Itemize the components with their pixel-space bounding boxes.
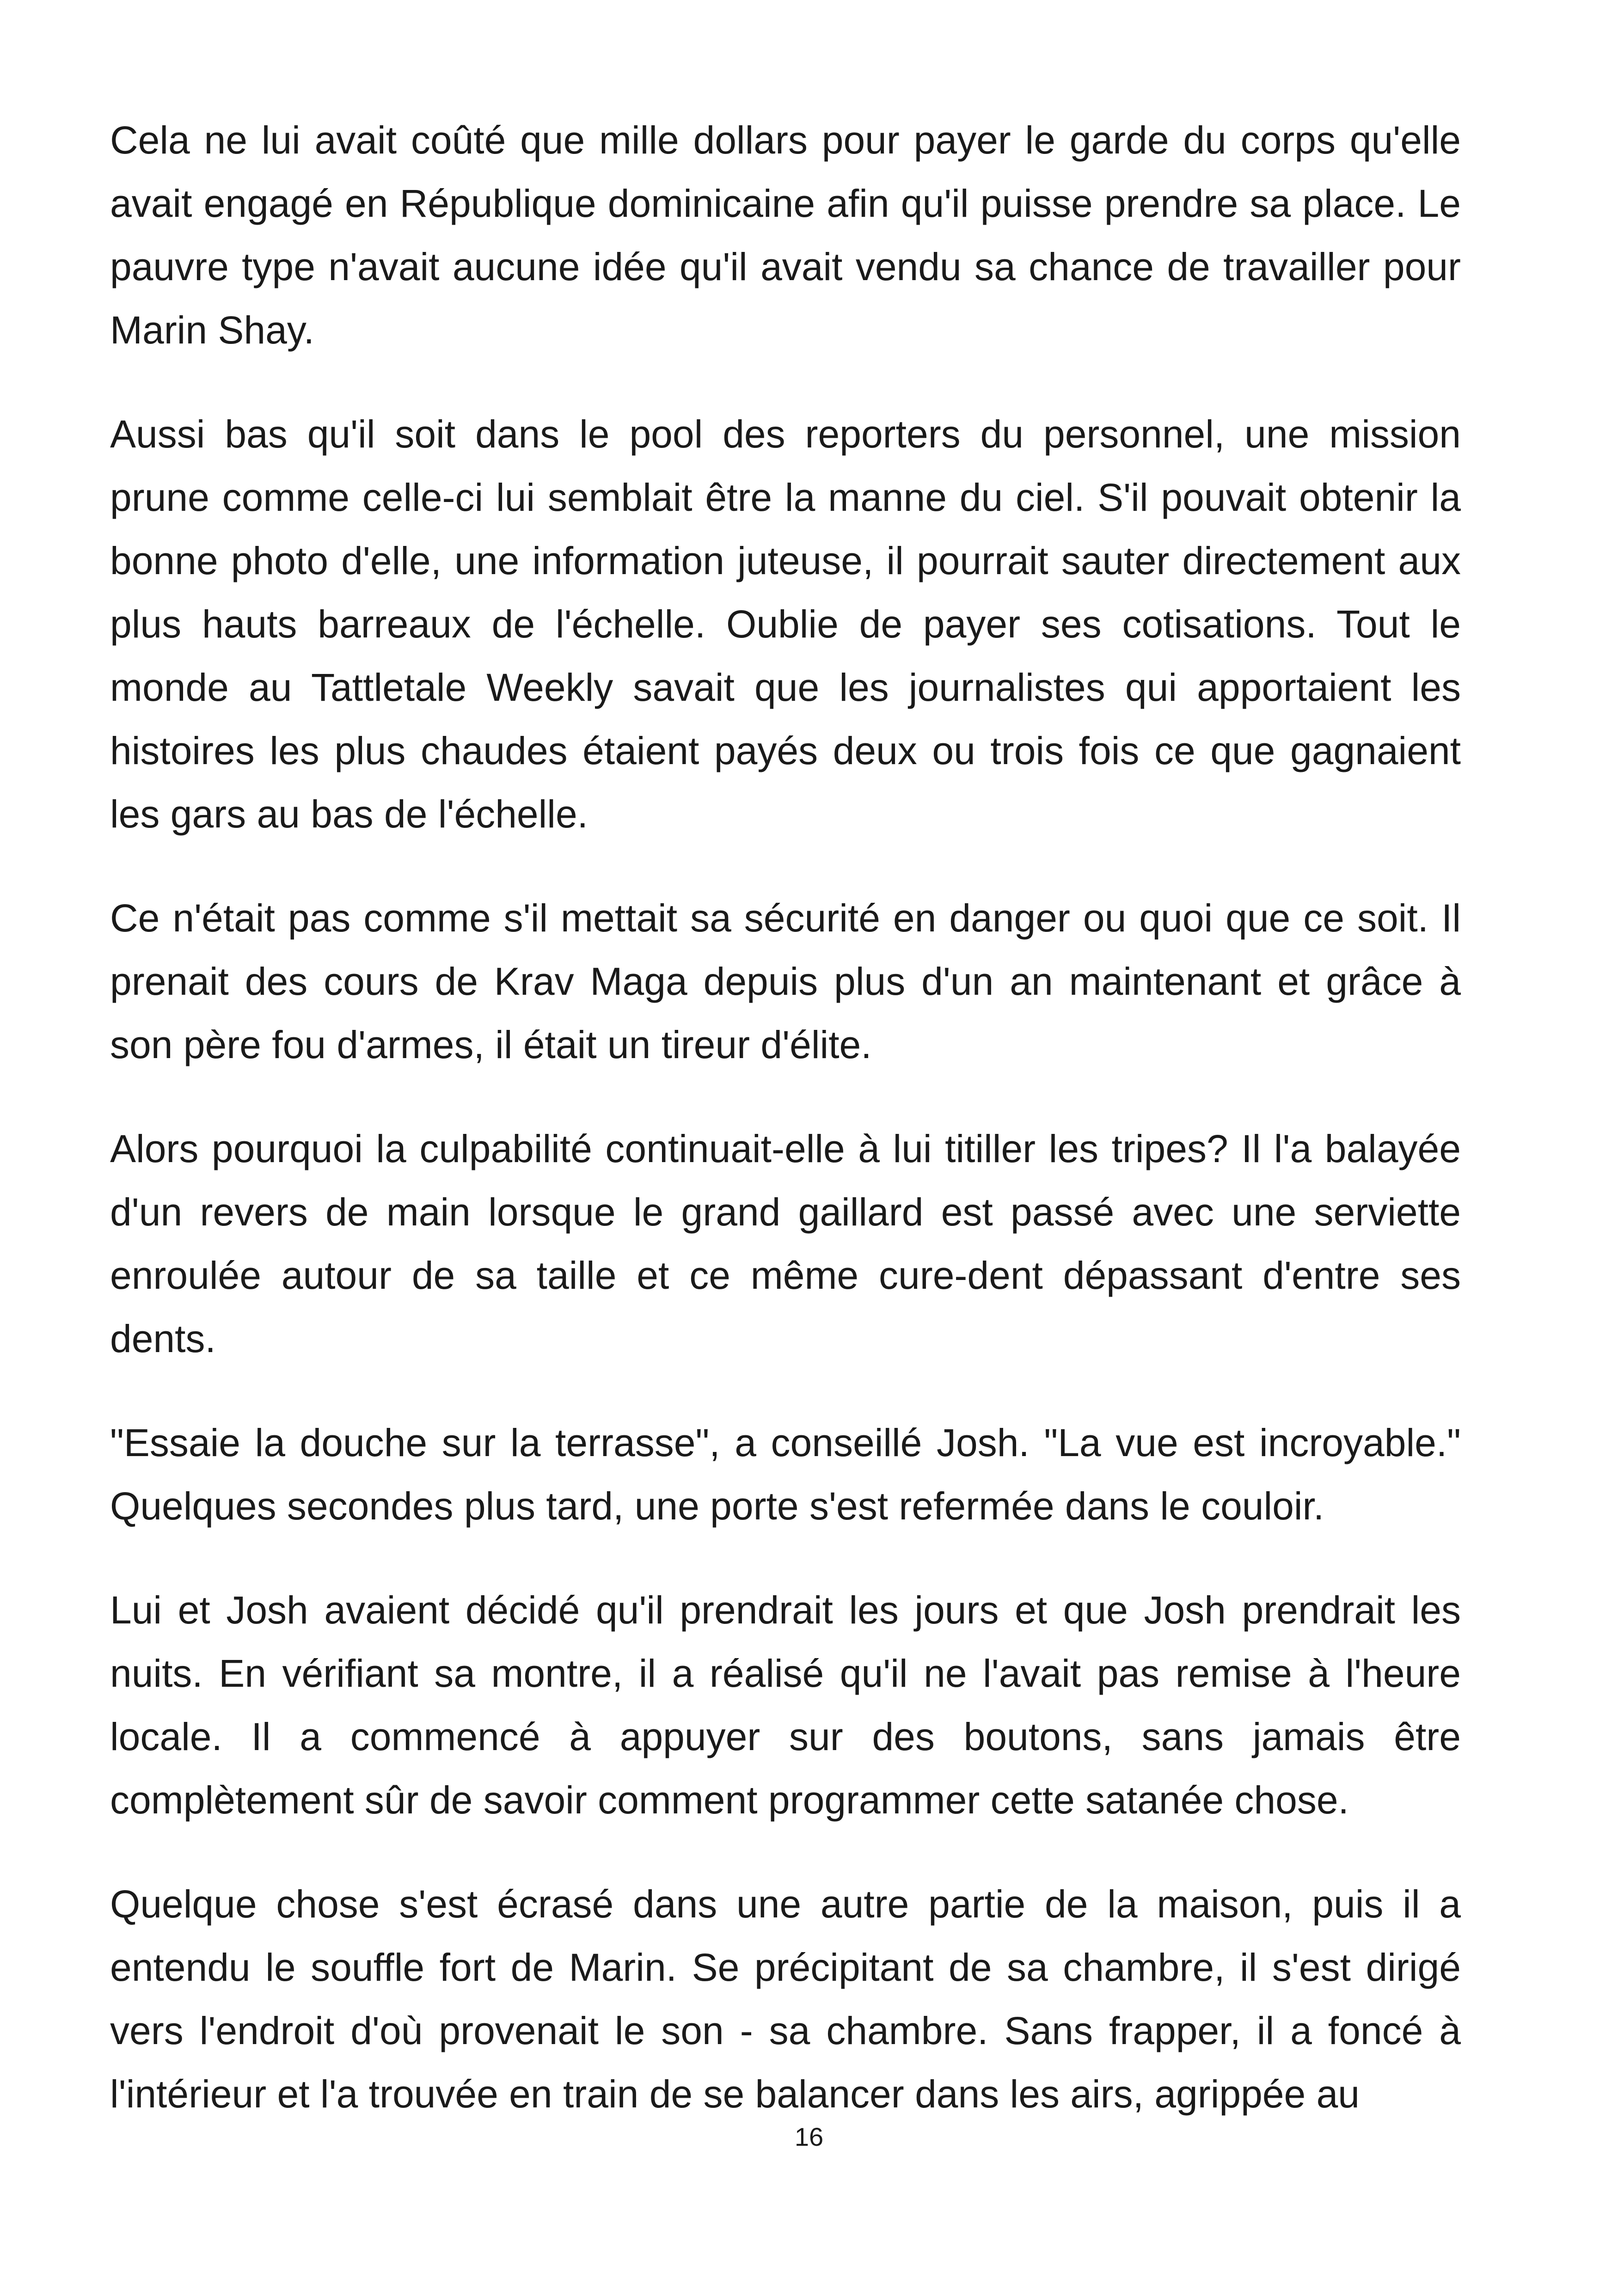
paragraph-2: Aussi bas qu'il soit dans le pool des reporters du personnel, une mission prune comme celle-ci lui semblait être la manne du ciel. S'il pouvait obtenir la bonne photo d'elle, une information juteuse, il pourrait sauter directement aux plus hauts barreaux de l'échelle. Oublie de payer ses cotisations. Tout le monde au Tattletale Weekly savait que les journalistes qui apportaient les histoires les plus chaudes étaient payés deux ou trois fois ce que gagnaient les gars au bas de l'échelle. — [110, 412, 1461, 836]
page-number: 16 — [794, 2122, 824, 2151]
paragraph-7: Quelque chose s'est écrasé dans une autre partie de la maison, puis il a entendu le souffle fort de Marin. Se précipitant de sa chambre, il s'est dirigé vers l'endroit d'où provenait le son - sa chambre. Sans frapper, il a foncé à l'intérieur et l'a trouvée en train de se balancer dans les airs, agrippée au — [110, 1882, 1461, 2116]
paragraph-6: Lui et Josh avaient décidé qu'il prendrait les jours et que Josh prendrait les nuits. En vérifiant sa montre, il a réalisé qu'il ne l'avait pas remise à l'heure locale. Il a commencé à appuyer sur des boutons, sans jamais être complètement sûr de savoir comment programmer cette satanée chose. — [110, 1588, 1461, 1822]
paragraph-1: Cela ne lui avait coûté que mille dollars pour payer le garde du corps qu'elle avait engagé en République dominicaine afin qu'il puisse prendre sa place. Le pauvre type n'avait aucune idée qu'il avait vendu sa chance de travailler pour Marin Shay. — [110, 118, 1461, 352]
paragraph-5: "Essaie la douche sur la terrasse", a conseillé Josh. "La vue est incroyable." Quelques secondes plus tard, une porte s'est refermée dans le couloir. — [110, 1421, 1461, 1528]
body-text — [110, 109, 1461, 2167]
paragraph-3: Ce n'était pas comme s'il mettait sa sécurité en danger ou quoi que ce soit. Il prenait des cours de Krav Maga depuis plus d'un an maintenant et grâce à son père fou d'armes, il était un tireur d'élite. — [110, 896, 1461, 1066]
paragraph-4: Alors pourquoi la culpabilité continuait-elle à lui titiller les tripes? Il l'a balayée d'un revers de main lorsque le grand gaillard est passé avec une serviette enroulée autour de sa taille et ce même cure-dent dépassant d'entre ses dents. — [110, 1127, 1461, 1360]
